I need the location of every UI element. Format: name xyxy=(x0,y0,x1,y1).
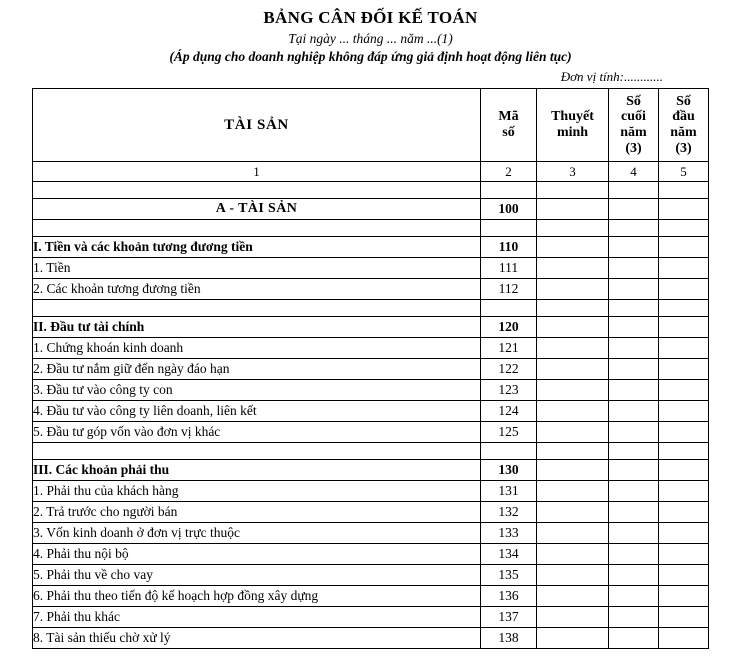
row-note-cell[interactable] xyxy=(537,338,609,359)
column-header-note xyxy=(537,89,609,162)
column-index-5: 5 xyxy=(659,162,709,182)
row-note-cell[interactable] xyxy=(537,523,609,544)
column-header-end-line2: cuối xyxy=(621,109,646,125)
column-header-end-line1: Số xyxy=(626,93,641,109)
row-beginning-of-year-cell[interactable] xyxy=(659,401,709,422)
spacer-cell xyxy=(33,182,481,199)
row-beginning-of-year-cell[interactable] xyxy=(659,565,709,586)
column-header-beg-line4: (3) xyxy=(675,140,692,156)
document-applicability-note: (Áp dụng cho doanh nghiệp không đáp ứng giả định hoạt động liên tục) xyxy=(169,49,572,64)
row-label: 4. Phải thu nội bộ xyxy=(33,544,481,565)
row-end-of-year-cell[interactable] xyxy=(609,565,659,586)
table-row xyxy=(33,481,709,502)
column-header-end-of-year xyxy=(609,89,659,162)
row-label: 7. Phải thu khác xyxy=(33,607,481,628)
row-beginning-of-year-cell[interactable] xyxy=(659,422,709,443)
row-note-cell[interactable] xyxy=(537,199,609,220)
spacer-cell xyxy=(609,220,659,237)
row-beginning-of-year-cell[interactable] xyxy=(659,279,709,300)
row-label: 3. Đầu tư vào công ty con xyxy=(33,380,481,401)
table-row xyxy=(33,258,709,279)
row-code: 111 xyxy=(481,258,537,279)
row-beginning-of-year-cell[interactable] xyxy=(659,359,709,380)
column-index-2: 2 xyxy=(481,162,537,182)
row-end-of-year-cell[interactable] xyxy=(609,279,659,300)
column-header-note-line2: minh xyxy=(556,125,589,140)
row-end-of-year-cell[interactable] xyxy=(609,359,659,380)
row-label: 1. Tiền xyxy=(33,258,481,279)
table-row xyxy=(33,279,709,300)
table-row xyxy=(33,338,709,359)
table-row xyxy=(33,317,709,338)
row-note-cell[interactable] xyxy=(537,422,609,443)
row-beginning-of-year-cell[interactable] xyxy=(659,523,709,544)
row-label: 1. Phải thu của khách hàng xyxy=(33,481,481,502)
row-code: 130 xyxy=(481,460,537,481)
row-note-cell[interactable] xyxy=(537,544,609,565)
row-note-cell[interactable] xyxy=(537,279,609,300)
row-note-cell[interactable] xyxy=(537,258,609,279)
row-label: 5. Đầu tư góp vốn vào đơn vị khác xyxy=(33,422,481,443)
table-row xyxy=(33,544,709,565)
table-row xyxy=(33,401,709,422)
row-note-cell[interactable] xyxy=(537,401,609,422)
row-end-of-year-cell[interactable] xyxy=(609,502,659,523)
row-beginning-of-year-cell[interactable] xyxy=(659,481,709,502)
row-note-cell[interactable] xyxy=(537,628,609,649)
column-header-beg-line2: đầu xyxy=(672,109,695,125)
spacer-cell xyxy=(609,182,659,199)
row-label: 6. Phải thu theo tiến độ kế hoạch hợp đồng xây dựng xyxy=(33,586,481,607)
column-header-beg-line1: Số xyxy=(676,93,691,109)
row-end-of-year-cell[interactable] xyxy=(609,586,659,607)
table-row xyxy=(33,607,709,628)
row-note-cell[interactable] xyxy=(537,317,609,338)
column-header-assets: TÀI SẢN xyxy=(33,89,481,162)
row-code: 112 xyxy=(481,279,537,300)
table-row xyxy=(33,380,709,401)
spacer-cell xyxy=(481,182,537,199)
row-note-cell[interactable] xyxy=(537,586,609,607)
table-row xyxy=(33,199,709,220)
spacer-cell xyxy=(33,220,481,237)
column-index-1: 1 xyxy=(33,162,481,182)
row-end-of-year-cell[interactable] xyxy=(609,607,659,628)
column-index-4: 4 xyxy=(609,162,659,182)
row-code: 122 xyxy=(481,359,537,380)
spacer-cell xyxy=(537,443,609,460)
page-title: BẢNG CÂN ĐỐI KẾ TOÁN xyxy=(263,8,478,27)
column-index-row xyxy=(33,162,709,182)
row-code: 137 xyxy=(481,607,537,628)
spacer-cell xyxy=(537,182,609,199)
row-beginning-of-year-cell[interactable] xyxy=(659,380,709,401)
row-code: 123 xyxy=(481,380,537,401)
table-row xyxy=(33,565,709,586)
column-header-code-line2: số xyxy=(502,125,515,140)
row-label: 2. Trả trước cho người bán xyxy=(33,502,481,523)
table-row xyxy=(33,359,709,380)
row-note-cell[interactable] xyxy=(537,380,609,401)
spacer-cell xyxy=(609,443,659,460)
row-beginning-of-year-cell[interactable] xyxy=(659,607,709,628)
spacer-cell xyxy=(609,300,659,317)
column-header-beginning-of-year xyxy=(659,89,709,162)
row-label: 4. Đầu tư vào công ty liên doanh, liên kết xyxy=(33,401,481,422)
row-code: 136 xyxy=(481,586,537,607)
row-end-of-year-cell[interactable] xyxy=(609,422,659,443)
row-end-of-year-cell[interactable] xyxy=(609,317,659,338)
document-subtitle: Tại ngày ... tháng ... năm ...(1) xyxy=(288,31,453,46)
table-row xyxy=(33,586,709,607)
spacer-cell xyxy=(481,300,537,317)
row-code: 100 xyxy=(481,199,537,220)
spacer-cell xyxy=(33,443,481,460)
row-code: 120 xyxy=(481,317,537,338)
row-beginning-of-year-cell[interactable] xyxy=(659,586,709,607)
table-header xyxy=(33,89,709,182)
unit-of-measure-label: Đơn vị tính:............ xyxy=(560,69,663,84)
balance-sheet-table xyxy=(32,88,709,649)
row-code: 131 xyxy=(481,481,537,502)
spacer-cell xyxy=(481,220,537,237)
column-header-end-line3: năm xyxy=(620,125,647,140)
row-label: 5. Phải thu về cho vay xyxy=(33,565,481,586)
spacer-cell xyxy=(481,443,537,460)
row-end-of-year-cell[interactable] xyxy=(609,237,659,258)
row-note-cell[interactable] xyxy=(537,237,609,258)
row-note-cell[interactable] xyxy=(537,359,609,380)
row-note-cell[interactable] xyxy=(537,481,609,502)
table-row xyxy=(33,628,709,649)
column-header-code-line1: Mã xyxy=(498,109,519,125)
row-end-of-year-cell[interactable] xyxy=(609,481,659,502)
row-code: 133 xyxy=(481,523,537,544)
row-code: 138 xyxy=(481,628,537,649)
table-spacer-row xyxy=(33,182,709,199)
table-spacer-row xyxy=(33,443,709,460)
row-beginning-of-year-cell[interactable] xyxy=(659,258,709,279)
row-end-of-year-cell[interactable] xyxy=(609,523,659,544)
table-row xyxy=(33,422,709,443)
row-beginning-of-year-cell[interactable] xyxy=(659,460,709,481)
row-label: 8. Tài sản thiếu chờ xử lý xyxy=(33,628,481,649)
row-label: 3. Vốn kinh doanh ở đơn vị trực thuộc xyxy=(33,523,481,544)
row-label: I. Tiền và các khoản tương đương tiền xyxy=(33,237,481,258)
table-row xyxy=(33,460,709,481)
row-label: 2. Đầu tư nắm giữ đến ngày đáo hạn xyxy=(33,359,481,380)
row-label: 1. Chứng khoán kinh doanh xyxy=(33,338,481,359)
row-code: 110 xyxy=(481,237,537,258)
spacer-cell xyxy=(659,443,709,460)
row-note-cell[interactable] xyxy=(537,460,609,481)
row-end-of-year-cell[interactable] xyxy=(609,401,659,422)
column-header-code xyxy=(481,89,537,162)
row-note-cell[interactable] xyxy=(537,607,609,628)
table-row xyxy=(33,502,709,523)
row-end-of-year-cell[interactable] xyxy=(609,338,659,359)
row-beginning-of-year-cell[interactable] xyxy=(659,544,709,565)
row-beginning-of-year-cell[interactable] xyxy=(659,317,709,338)
row-beginning-of-year-cell[interactable] xyxy=(659,338,709,359)
row-end-of-year-cell[interactable] xyxy=(609,460,659,481)
row-code: 121 xyxy=(481,338,537,359)
row-code: 134 xyxy=(481,544,537,565)
row-end-of-year-cell[interactable] xyxy=(609,628,659,649)
column-header-note-line1: Thuyết xyxy=(551,109,594,125)
row-note-cell[interactable] xyxy=(537,565,609,586)
row-beginning-of-year-cell[interactable] xyxy=(659,199,709,220)
column-header-end-line4: (3) xyxy=(625,140,642,156)
row-code: 132 xyxy=(481,502,537,523)
row-end-of-year-cell[interactable] xyxy=(609,258,659,279)
row-beginning-of-year-cell[interactable] xyxy=(659,237,709,258)
row-note-cell[interactable] xyxy=(537,502,609,523)
spacer-cell xyxy=(537,220,609,237)
row-end-of-year-cell[interactable] xyxy=(609,199,659,220)
row-code: 124 xyxy=(481,401,537,422)
column-header-beg-line3: năm xyxy=(670,125,697,140)
table-row xyxy=(33,523,709,544)
row-label: 2. Các khoản tương đương tiền xyxy=(33,279,481,300)
row-end-of-year-cell[interactable] xyxy=(609,544,659,565)
row-beginning-of-year-cell[interactable] xyxy=(659,628,709,649)
table-body xyxy=(33,182,709,649)
column-index-3: 3 xyxy=(537,162,609,182)
table-row xyxy=(33,237,709,258)
table-header-row xyxy=(33,89,709,162)
row-beginning-of-year-cell[interactable] xyxy=(659,502,709,523)
table-spacer-row xyxy=(33,220,709,237)
row-code: 135 xyxy=(481,565,537,586)
spacer-cell xyxy=(537,300,609,317)
row-label: II. Đầu tư tài chính xyxy=(33,317,481,338)
document-header xyxy=(0,0,741,65)
row-label: III. Các khoản phải thu xyxy=(33,460,481,481)
spacer-cell xyxy=(33,300,481,317)
spacer-cell xyxy=(659,220,709,237)
spacer-cell xyxy=(659,300,709,317)
table-spacer-row xyxy=(33,300,709,317)
row-label: A - TÀI SẢN xyxy=(33,199,481,220)
row-end-of-year-cell[interactable] xyxy=(609,380,659,401)
row-code: 125 xyxy=(481,422,537,443)
spacer-cell xyxy=(659,182,709,199)
